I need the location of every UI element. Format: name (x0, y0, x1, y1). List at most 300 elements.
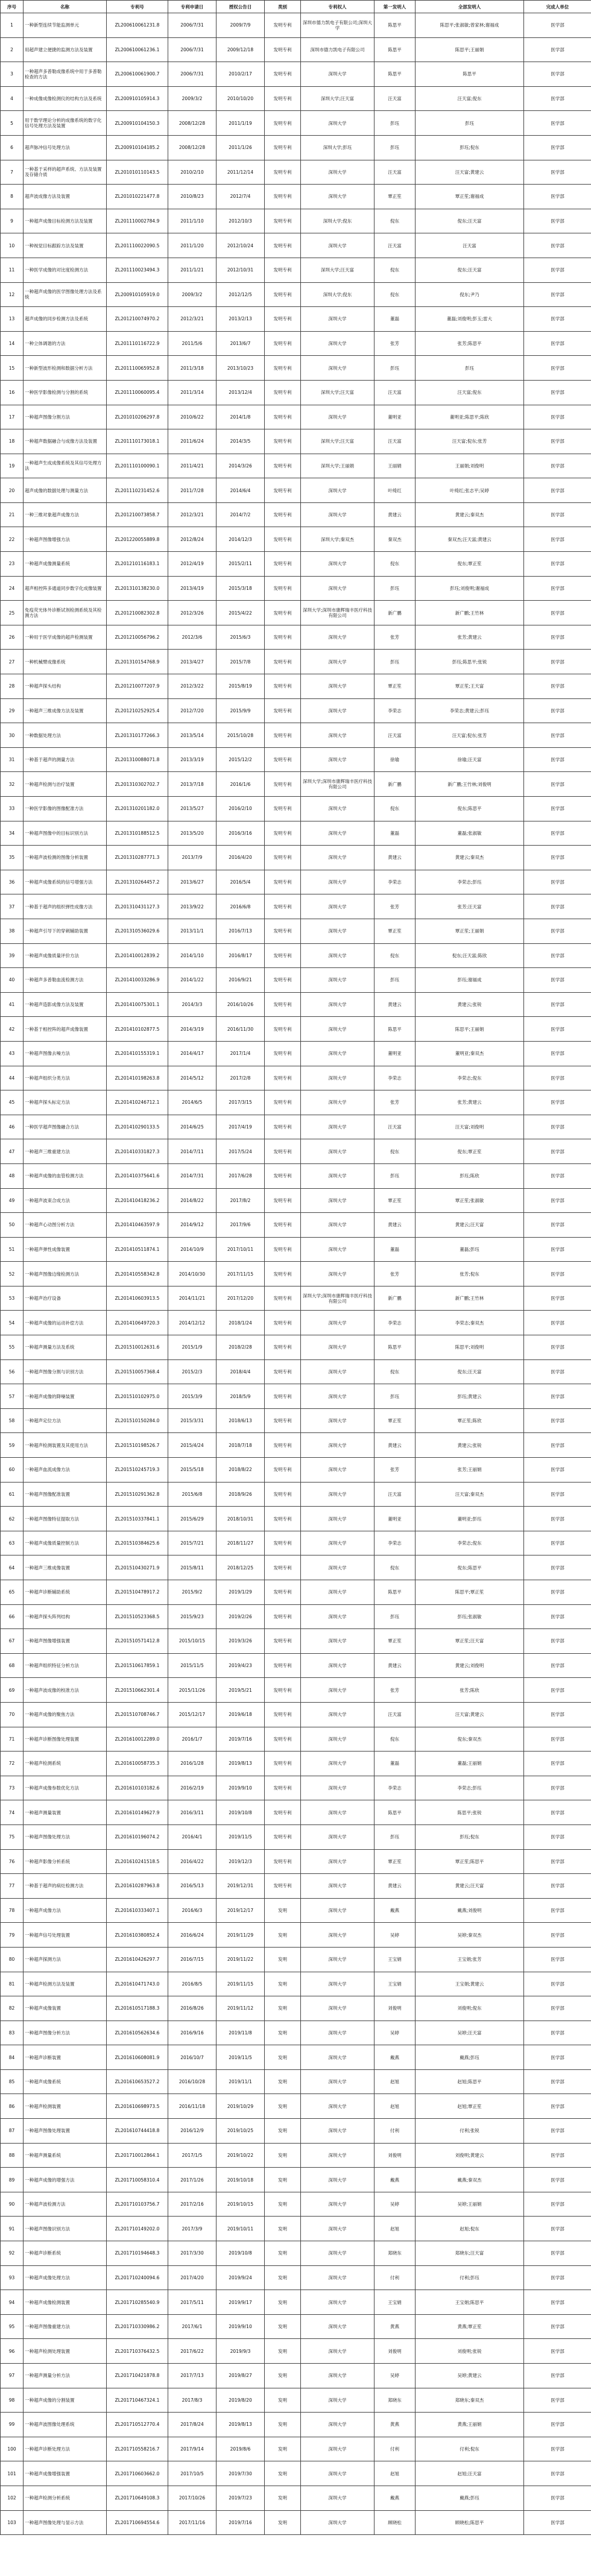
cell-name: 一种超声血流成像方法 (24, 1458, 107, 1483)
cell-category: 发明专利 (265, 1115, 301, 1139)
cell-category: 发明专利 (265, 1800, 301, 1825)
cell-category: 发明专利 (265, 1433, 301, 1458)
cell-index: 53 (1, 1286, 24, 1311)
cell-all-inventors: 李荣志;彭珏 (416, 1776, 524, 1800)
cell-patent-number: ZL201310088071.8 (107, 747, 168, 772)
cell-unit: 医学部 (524, 2339, 591, 2364)
header-col-name: 名称 (24, 1, 107, 13)
cell-first-inventor: 赵旭 (375, 2094, 416, 2119)
cell-patentee: 深圳大学 (301, 160, 375, 185)
cell-patent-number: ZL201110231452.6 (107, 478, 168, 503)
cell-patent-number: ZL200910105914.3 (107, 86, 168, 111)
cell-unit: 医学部 (524, 943, 591, 968)
cell-grant-date: 2016/8/17 (216, 943, 265, 968)
cell-patentee: 深圳大学;彭珏 (301, 135, 375, 160)
cell-patent-number: ZL201310177266.3 (107, 723, 168, 748)
cell-first-inventor: 李荣志 (375, 1531, 416, 1555)
cell-grant-date: 2012/7/4 (216, 185, 265, 209)
cell-first-inventor: 张芳 (375, 1090, 416, 1115)
cell-index: 10 (1, 233, 24, 258)
cell-application-date: 2014/6/25 (168, 1115, 216, 1139)
cell-all-inventors: 汪天富;倪东;张芳 (416, 429, 524, 454)
cell-all-inventors: 董磊;彭珏 (416, 1237, 524, 1262)
header-col-unit: 完成人单位 (524, 1, 591, 13)
cell-application-date: 2006/7/31 (168, 13, 216, 38)
cell-name: 一种超声图像特征提取方法 (24, 1507, 107, 1531)
cell-application-date: 2014/5/12 (168, 1066, 216, 1090)
cell-index: 73 (1, 1776, 24, 1800)
cell-unit: 医学部 (524, 1384, 591, 1409)
table-row (1, 2364, 591, 2388)
cell-first-inventor: 王丽娟 (375, 454, 416, 478)
cell-application-date: 2017/10/5 (168, 2461, 216, 2486)
cell-application-date: 2011/4/21 (168, 454, 216, 478)
cell-patent-number: ZL201410198263.8 (107, 1066, 168, 1090)
cell-category: 发明 (265, 2486, 301, 2510)
cell-name: 一种超声影像分析系统 (24, 1849, 107, 1874)
cell-patent-number: ZL201110065952.8 (107, 356, 168, 381)
cell-index: 75 (1, 1824, 24, 1849)
cell-category: 发明专利 (265, 1017, 301, 1042)
cell-application-date: 2012/3/22 (168, 674, 216, 699)
cell-category: 发明 (265, 1996, 301, 2021)
cell-grant-date: 2019/8/6 (216, 2437, 265, 2461)
cell-application-date: 2013/11/1 (168, 919, 216, 943)
cell-first-inventor: 汪天富 (375, 723, 416, 748)
cell-unit: 医学部 (524, 625, 591, 650)
cell-category: 发明 (265, 2045, 301, 2070)
cell-patent-number: ZL201710558216.7 (107, 2437, 168, 2461)
table-row (1, 698, 591, 723)
cell-all-inventors: 彭珏;黄建云 (416, 1384, 524, 1409)
cell-grant-date: 2019/11/8 (216, 2021, 265, 2045)
cell-patent-number: ZL201010221477.8 (107, 185, 168, 209)
cell-all-inventors: 彭珏 (416, 356, 524, 381)
cell-patent-number: ZL201110023494.3 (107, 258, 168, 282)
cell-first-inventor: 黄建云 (375, 1874, 416, 1899)
cell-name: 一种超声图像处理装置 (24, 2119, 107, 2144)
cell-grant-date: 2017/9/6 (216, 1213, 265, 1238)
cell-all-inventors: 李荣志;倪东 (416, 1066, 524, 1090)
cell-application-date: 2015/3/31 (168, 1408, 216, 1433)
cell-all-inventors: 陈思平;刘俊明 (416, 1335, 524, 1360)
cell-grant-date: 2015/4/22 (216, 601, 265, 625)
cell-first-inventor: 覃正笙 (375, 674, 416, 699)
cell-patentee: 深圳大学 (301, 846, 375, 870)
cell-grant-date: 2019/8/13 (216, 1752, 265, 1776)
cell-unit: 医学部 (524, 1824, 591, 1849)
cell-patentee: 深圳大学 (301, 1237, 375, 1262)
cell-all-inventors: 董磊;刘俊明;彭玉;雷大 (416, 307, 524, 332)
table-row (1, 356, 591, 381)
table-row (1, 454, 591, 478)
cell-all-inventors: 覃正笙;陈欣 (416, 1408, 524, 1433)
cell-all-inventors: 倪东;陈思平 (416, 1555, 524, 1580)
cell-all-inventors: 赵旭;汪天富 (416, 2461, 524, 2486)
cell-patent-number: ZL201510384625.6 (107, 1531, 168, 1555)
cell-name: 一种超声信号处理装置 (24, 1923, 107, 1948)
cell-index: 72 (1, 1752, 24, 1776)
cell-patentee: 深圳大学 (301, 1115, 375, 1139)
cell-patent-number: ZL201410463597.9 (107, 1213, 168, 1238)
cell-category: 发明 (265, 2241, 301, 2266)
cell-name: 一种超声定位方法 (24, 1408, 107, 1433)
cell-unit: 医学部 (524, 307, 591, 332)
cell-patent-number: ZL201310431127.3 (107, 894, 168, 919)
cell-patentee: 深圳大学 (301, 1335, 375, 1360)
cell-all-inventors: 赵旭;倪东 (416, 2217, 524, 2241)
cell-patent-number: ZL201510430271.9 (107, 1555, 168, 1580)
cell-all-inventors: 黄建云;秦双杰 (416, 846, 524, 870)
cell-unit: 医学部 (524, 1874, 591, 1899)
cell-all-inventors: 黄燕;覃正笙 (416, 2314, 524, 2339)
cell-grant-date: 2017/12/20 (216, 1286, 265, 1311)
cell-application-date: 2008/12/28 (168, 111, 216, 136)
cell-category: 发明 (265, 2192, 301, 2217)
cell-index: 54 (1, 1311, 24, 1335)
cell-category: 发明专利 (265, 1752, 301, 1776)
cell-unit: 医学部 (524, 111, 591, 136)
cell-name: 一种基于超声的组织弹性成像方法 (24, 894, 107, 919)
table-row (1, 2388, 591, 2413)
cell-first-inventor: 汪天富 (375, 160, 416, 185)
table-row (1, 1996, 591, 2021)
cell-index: 98 (1, 2388, 24, 2413)
cell-unit: 医学部 (524, 2388, 591, 2413)
cell-all-inventors: 覃正笙;谢福成 (416, 185, 524, 209)
cell-application-date: 2014/8/22 (168, 1188, 216, 1213)
cell-category: 发明专利 (265, 1213, 301, 1238)
cell-patentee: 深圳大学 (301, 1384, 375, 1409)
cell-application-date: 2013/5/14 (168, 723, 216, 748)
cell-first-inventor: 付利 (375, 2265, 416, 2290)
cell-name: 一种超声测量装置 (24, 1800, 107, 1825)
cell-category: 发明专利 (265, 1482, 301, 1507)
cell-all-inventors: 吴婷;王丽娟 (416, 2192, 524, 2217)
table-row (1, 1213, 591, 1238)
cell-patentee: 深圳大学 (301, 331, 375, 356)
cell-index: 8 (1, 185, 24, 209)
table-row (1, 1359, 591, 1384)
table-row (1, 2217, 591, 2241)
cell-patent-number: ZL201410012839.2 (107, 943, 168, 968)
cell-index: 24 (1, 576, 24, 601)
cell-unit: 医学部 (524, 1849, 591, 1874)
cell-grant-date: 2010/2/17 (216, 62, 265, 87)
cell-first-inventor: 倪东 (375, 797, 416, 821)
table-row (1, 821, 591, 846)
cell-patent-number: ZL201610287963.8 (107, 1874, 168, 1899)
cell-index: 56 (1, 1359, 24, 1384)
table-row (1, 2241, 591, 2266)
cell-grant-date: 2019/5/21 (216, 1678, 265, 1703)
cell-patent-number: ZL200610061236.1 (107, 37, 168, 62)
cell-patent-number: ZL201410375641.6 (107, 1163, 168, 1188)
cell-unit: 医学部 (524, 62, 591, 87)
cell-application-date: 2009/3/2 (168, 86, 216, 111)
cell-name: 一种超声成像装置 (24, 1996, 107, 2021)
cell-patentee: 深圳大学 (301, 552, 375, 577)
cell-category: 发明专利 (265, 1629, 301, 1654)
cell-first-inventor: 倪东 (375, 552, 416, 577)
cell-patent-number: ZL201310188512.5 (107, 821, 168, 846)
cell-category: 发明专利 (265, 1237, 301, 1262)
cell-name: 一种超声检测系统 (24, 1752, 107, 1776)
cell-first-inventor: 张芳 (375, 894, 416, 919)
cell-category: 发明专利 (265, 870, 301, 894)
cell-index: 43 (1, 1041, 24, 1066)
cell-grant-date: 2016/10/26 (216, 992, 265, 1017)
cell-application-date: 2014/11/21 (168, 1286, 216, 1311)
cell-grant-date: 2018/10/31 (216, 1507, 265, 1531)
cell-unit: 医学部 (524, 2241, 591, 2266)
cell-unit: 医学部 (524, 772, 591, 797)
cell-application-date: 2017/8/3 (168, 2388, 216, 2413)
cell-patent-number: ZL201710194648.3 (107, 2241, 168, 2266)
cell-patentee: 深圳大学 (301, 1041, 375, 1066)
cell-category: 发明 (265, 2437, 301, 2461)
cell-grant-date: 2018/11/27 (216, 1531, 265, 1555)
cell-name: 一种医学影像的图像配准方法 (24, 797, 107, 821)
cell-all-inventors: 付利;张锐 (416, 2119, 524, 2144)
cell-index: 36 (1, 870, 24, 894)
cell-grant-date: 2015/12/2 (216, 747, 265, 772)
cell-name: 一种超声成像质量控制方法 (24, 1531, 107, 1555)
cell-patentee: 深圳大学 (301, 625, 375, 650)
cell-name: 一种超声多普勒成像系统中用于多普勒检查的方法 (24, 62, 107, 87)
cell-all-inventors: 张芳;陈欣 (416, 1678, 524, 1703)
cell-first-inventor: 戴燕 (375, 2486, 416, 2510)
cell-grant-date: 2019/4/23 (216, 1653, 265, 1678)
table-row (1, 846, 591, 870)
cell-unit: 医学部 (524, 2119, 591, 2144)
cell-grant-date: 2019/10/11 (216, 2217, 265, 2241)
table-row (1, 2192, 591, 2217)
cell-index: 97 (1, 2364, 24, 2388)
cell-category: 发明 (265, 2339, 301, 2364)
cell-first-inventor: 吴婷 (375, 2021, 416, 2045)
table-row (1, 2168, 591, 2192)
cell-first-inventor: 黄建云 (375, 502, 416, 527)
cell-patent-number: ZL201210077207.9 (107, 674, 168, 699)
cell-first-inventor: 董磊 (375, 821, 416, 846)
cell-name: 一种超声图像分割与识别方法 (24, 1359, 107, 1384)
cell-grant-date: 2018/9/26 (216, 1482, 265, 1507)
cell-name: 一种超声治疗设备 (24, 1286, 107, 1311)
cell-patentee: 深圳大学 (301, 2069, 375, 2094)
cell-name: 一种超声成像目标检测方法及装置 (24, 209, 107, 233)
table-row (1, 1702, 591, 1727)
table-row (1, 62, 591, 87)
cell-unit: 医学部 (524, 1066, 591, 1090)
table-row (1, 2143, 591, 2168)
cell-all-inventors: 王丽娟;刘俊明 (416, 454, 524, 478)
table-row (1, 527, 591, 552)
cell-name: 一种超声检测分析系统 (24, 2486, 107, 2510)
cell-name: 一种超声探头阵列结构 (24, 1604, 107, 1629)
cell-patentee: 深圳大学 (301, 1139, 375, 1164)
cell-first-inventor: 董明亚 (375, 1507, 416, 1531)
cell-category: 发明专利 (265, 1531, 301, 1555)
cell-patentee: 深圳大学 (301, 2290, 375, 2315)
cell-all-inventors: 吴婷;汪天富 (416, 2021, 524, 2045)
cell-unit: 医学部 (524, 405, 591, 429)
cell-index: 23 (1, 552, 24, 577)
cell-name: 一种超声检测处理装置 (24, 2339, 107, 2364)
cell-all-inventors: 张芳;陈思平 (416, 331, 524, 356)
cell-application-date: 2016/3/11 (168, 1800, 216, 1825)
cell-unit: 医学部 (524, 1776, 591, 1800)
cell-unit: 医学部 (524, 2510, 591, 2535)
table-row (1, 2461, 591, 2486)
cell-name: 一种超声成像测量系统 (24, 552, 107, 577)
cell-category: 发明专利 (265, 625, 301, 650)
cell-grant-date: 2019/10/8 (216, 1800, 265, 1825)
cell-index: 14 (1, 331, 24, 356)
cell-all-inventors: 董磊;王丽娟 (416, 1752, 524, 1776)
cell-unit: 医学部 (524, 2314, 591, 2339)
cell-unit: 医学部 (524, 1800, 591, 1825)
table-row (1, 2339, 591, 2364)
cell-first-inventor: 张芳 (375, 1458, 416, 1483)
cell-category: 发明专利 (265, 258, 301, 282)
cell-grant-date: 2015/10/28 (216, 723, 265, 748)
cell-application-date: 2014/3/3 (168, 992, 216, 1017)
cell-patentee: 深圳大学 (301, 797, 375, 821)
cell-all-inventors: 顾晓松;陈思平 (416, 2510, 524, 2535)
cell-all-inventors: 张芳;汪天富 (416, 894, 524, 919)
cell-patent-number: ZL201710694554.6 (107, 2510, 168, 2535)
cell-patent-number: ZL201710603662.0 (107, 2461, 168, 2486)
cell-patent-number: ZL201510057368.4 (107, 1359, 168, 1384)
cell-all-inventors: 刘俊明;倪东 (416, 1996, 524, 2021)
cell-patent-number: ZL200610061900.7 (107, 62, 168, 87)
cell-patentee: 深圳大学 (301, 1849, 375, 1874)
cell-first-inventor: 戴燕 (375, 2168, 416, 2192)
cell-first-inventor: 李荣志 (375, 870, 416, 894)
table-row (1, 674, 591, 699)
cell-index: 12 (1, 282, 24, 307)
cell-patent-number: ZL201710103756.7 (107, 2192, 168, 2217)
cell-application-date: 2015/2/3 (168, 1359, 216, 1384)
table-row (1, 1752, 591, 1776)
table-row (1, 2437, 591, 2461)
cell-all-inventors: 彭珏;张淑敏 (416, 1604, 524, 1629)
cell-application-date: 2015/10/15 (168, 1629, 216, 1654)
cell-unit: 医学部 (524, 698, 591, 723)
cell-patent-number: ZL200910105919.0 (107, 282, 168, 307)
table-row (1, 1923, 591, 1948)
cell-first-inventor: 汪天富 (375, 1702, 416, 1727)
cell-patentee: 深圳大学 (301, 307, 375, 332)
cell-grant-date: 2015/2/11 (216, 552, 265, 577)
cell-patentee: 深圳市德力凯电子有限公司;深圳大学 (301, 13, 375, 38)
cell-index: 80 (1, 1947, 24, 1972)
cell-unit: 医学部 (524, 797, 591, 821)
cell-patent-number: ZL201510337841.1 (107, 1507, 168, 1531)
cell-application-date: 2011/3/18 (168, 356, 216, 381)
table-row (1, 1653, 591, 1678)
cell-application-date: 2015/9/2 (168, 1580, 216, 1605)
cell-category: 发明专利 (265, 1824, 301, 1849)
cell-all-inventors: 倪东;尹乃 (416, 282, 524, 307)
cell-category: 发明专利 (265, 1041, 301, 1066)
table-row (1, 747, 591, 772)
cell-first-inventor: 新广鹏 (375, 601, 416, 625)
cell-first-inventor: 黄燕 (375, 2413, 416, 2437)
table-row (1, 919, 591, 943)
cell-name: 一种超声探测方法 (24, 1947, 107, 1972)
cell-unit: 医学部 (524, 1408, 591, 1433)
cell-category: 发明专利 (265, 1090, 301, 1115)
cell-grant-date: 2013/10/23 (216, 356, 265, 381)
cell-patent-number: ZL201410033286.9 (107, 968, 168, 993)
cell-name: 一种超声诊断装置 (24, 2045, 107, 2070)
cell-patentee: 深圳大学 (301, 405, 375, 429)
cell-unit: 医学部 (524, 380, 591, 405)
cell-name: 一种超声诊断系统 (24, 2241, 107, 2266)
cell-patentee: 深圳大学 (301, 502, 375, 527)
cell-patentee: 深圳大学 (301, 2510, 375, 2535)
cell-patentee: 深圳大学;汪天富 (301, 429, 375, 454)
cell-first-inventor: 吴婷 (375, 2192, 416, 2217)
table-row (1, 1262, 591, 1286)
cell-name: 一种视觉目标跟踪方法及装置 (24, 233, 107, 258)
table-row (1, 258, 591, 282)
cell-index: 64 (1, 1555, 24, 1580)
cell-name: 一种用于医学成像的超声检测装置 (24, 625, 107, 650)
cell-index: 20 (1, 478, 24, 503)
cell-all-inventors: 倪东;覃正笙 (416, 1139, 524, 1164)
cell-patentee: 深圳大学 (301, 2388, 375, 2413)
cell-all-inventors: 汪天富;黄建云 (416, 1702, 524, 1727)
cell-index: 26 (1, 625, 24, 650)
cell-application-date: 2016/4/22 (168, 1849, 216, 1874)
cell-application-date: 2017/9/14 (168, 2437, 216, 2461)
cell-first-inventor: 王宝娟 (375, 1947, 416, 1972)
cell-index: 93 (1, 2265, 24, 2290)
cell-category: 发明 (265, 2217, 301, 2241)
cell-patent-number: ZL201510708746.7 (107, 1702, 168, 1727)
cell-application-date: 2010/6/22 (168, 405, 216, 429)
cell-unit: 医学部 (524, 2461, 591, 2486)
cell-grant-date: 2019/11/22 (216, 1947, 265, 1972)
cell-category: 发明专利 (265, 1311, 301, 1335)
cell-grant-date: 2019/7/30 (216, 2461, 265, 2486)
cell-index: 33 (1, 797, 24, 821)
cell-category: 发明专利 (265, 86, 301, 111)
cell-grant-date: 2019/9/3 (216, 2339, 265, 2364)
cell-all-inventors: 陈思平;王丽娟 (416, 1017, 524, 1042)
cell-patent-number: ZL201710330986.2 (107, 2314, 168, 2339)
cell-category: 发明专利 (265, 1335, 301, 1360)
cell-category: 发明专利 (265, 772, 301, 797)
cell-all-inventors: 刘俊明;黄建云 (416, 2143, 524, 2168)
cell-first-inventor: 覃正笙 (375, 185, 416, 209)
cell-application-date: 2012/4/19 (168, 552, 216, 577)
cell-category: 发明专利 (265, 968, 301, 993)
cell-index: 34 (1, 821, 24, 846)
cell-index: 16 (1, 380, 24, 405)
cell-name: 一种超声图像处理方法 (24, 1824, 107, 1849)
cell-all-inventors: 倪东;汪天富;陈欣 (416, 943, 524, 968)
cell-application-date: 2013/4/19 (168, 576, 216, 601)
cell-name: 一种成像成像检测仪的结构方法及系统 (24, 86, 107, 111)
cell-patent-number: ZL201610608081.9 (107, 2045, 168, 2070)
cell-patentee: 深圳大学 (301, 894, 375, 919)
cell-index: 13 (1, 307, 24, 332)
cell-category: 发明专利 (265, 674, 301, 699)
